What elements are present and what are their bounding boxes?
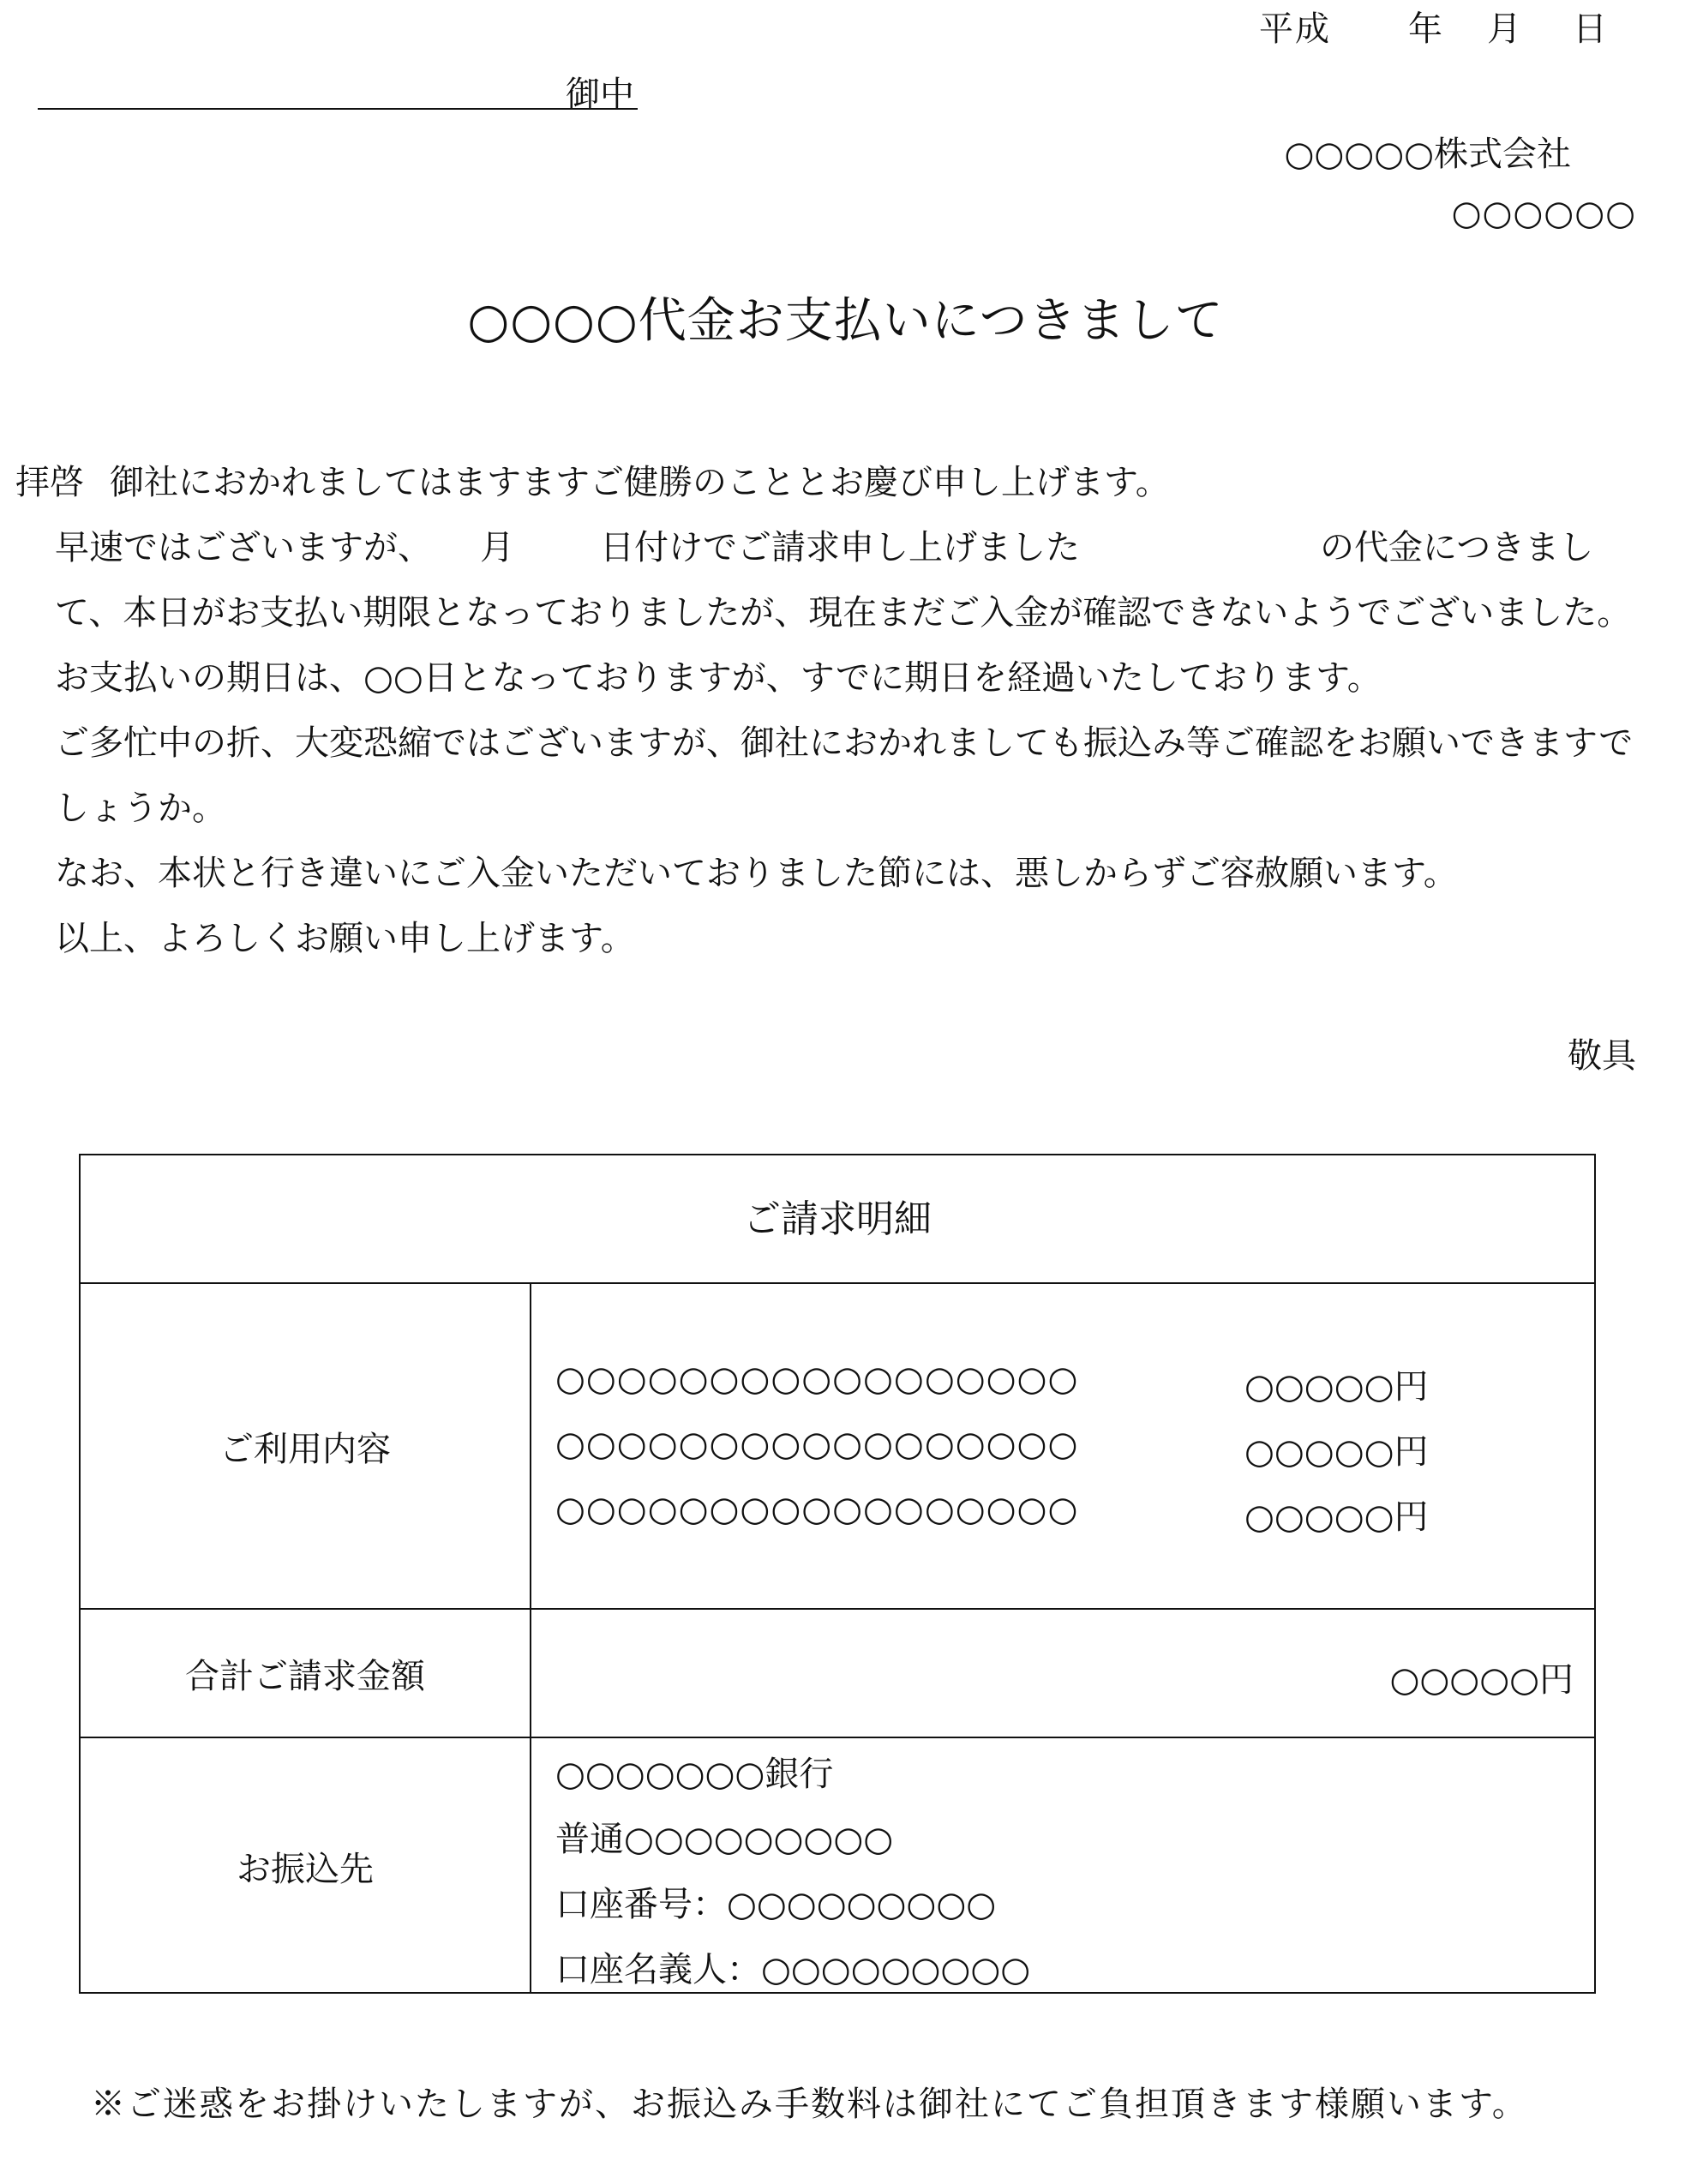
date-month-label: 月: [1487, 9, 1523, 49]
greeting-text: 御社におかれましてはますますご健勝のこととお慶び申し上げます。: [110, 463, 1170, 502]
table-row-bank: [81, 1738, 1594, 1994]
document-title: ○○○○代金お支払いにつきまして: [467, 293, 1224, 349]
table-row-usage: [81, 1284, 1594, 1610]
table-title: ご請求明細: [81, 1155, 1594, 1284]
item-description: ○○○○○○○○○○○○○○○○○: [555, 1490, 1079, 1529]
paragraph-4: なお、本状と行き違いにご入金いただいておりました節には、悪しからずご容赦願います。: [55, 854, 1458, 893]
letter-body: [15, 450, 1644, 971]
bank-account-type: 普通○○○○○○○○○: [555, 1820, 894, 1859]
table-row-total: [81, 1610, 1594, 1738]
total-value-cell: [531, 1610, 1594, 1737]
usage-label: ご利用内容: [81, 1284, 531, 1608]
total-amount: ○○○○○円: [1389, 1660, 1574, 1700]
date-day-label: 日: [1573, 9, 1609, 49]
date-line: [1259, 2, 1609, 51]
bank-label: お振込先: [81, 1738, 531, 1994]
invoice-table: [79, 1154, 1596, 1994]
paragraph-1: [15, 515, 1644, 645]
closing: 敬具: [1568, 1036, 1636, 1076]
recipient-line: [38, 62, 638, 114]
footnote: ※ご迷惑をお掛けいたしますが、お振込み手数料は御社にてご負担頂きます様願います。: [91, 2085, 1528, 2124]
item-amount: ○○○○○円: [1244, 1367, 1429, 1407]
bank-details: [531, 1738, 1594, 1994]
paragraph-1-month: 月: [480, 528, 514, 567]
item-description: ○○○○○○○○○○○○○○○○○: [555, 1425, 1079, 1464]
item-amount: ○○○○○円: [1244, 1497, 1429, 1537]
paragraph-1-a: 早速ではございますが、: [55, 528, 432, 567]
greeting-head: 拝啓: [15, 463, 84, 502]
bank-name: ○○○○○○○銀行: [555, 1755, 834, 1794]
list-item: [555, 1359, 1567, 1411]
bank-account-number: 口座番号：○○○○○○○○○: [555, 1885, 997, 1924]
item-amount: ○○○○○円: [1244, 1432, 1429, 1472]
date-era: 平成: [1259, 9, 1331, 49]
list-item: [555, 1490, 1567, 1541]
paragraph-2: お支払いの期日は、○○日となっておりますが、すでに期日を経過いたしております。: [55, 658, 1382, 698]
bank-account-holder: 口座名義人：○○○○○○○○○: [555, 1950, 1031, 1989]
recipient-honorific: 御中: [566, 75, 634, 114]
date-year-label: 年: [1408, 9, 1444, 49]
paragraph-3: ご多忙中の折、大変恐縮ではございますが、御社におかれましても振込み等ご確認をお願いできますでしょうか。: [55, 723, 1634, 828]
sender-name: ○○○○○○: [1451, 194, 1636, 233]
total-label: 合計ご請求金額: [81, 1610, 531, 1737]
list-item: [555, 1425, 1567, 1476]
sender-company: ○○○○○株式会社: [1284, 135, 1571, 174]
paragraph-1-c: の代金につきまして、本日がお支払い期限となっておりましたが、現在まだご入金が確認できないようでございました。: [55, 528, 1632, 633]
item-description: ○○○○○○○○○○○○○○○○○: [555, 1359, 1079, 1399]
paragraph-5: 以上、よろしくお願い申し上げます。: [55, 919, 635, 958]
paragraph-1-b: 日付けでご請求申し上げました: [600, 528, 1080, 567]
greeting-paragraph: [15, 450, 1644, 515]
usage-items: [531, 1284, 1594, 1608]
